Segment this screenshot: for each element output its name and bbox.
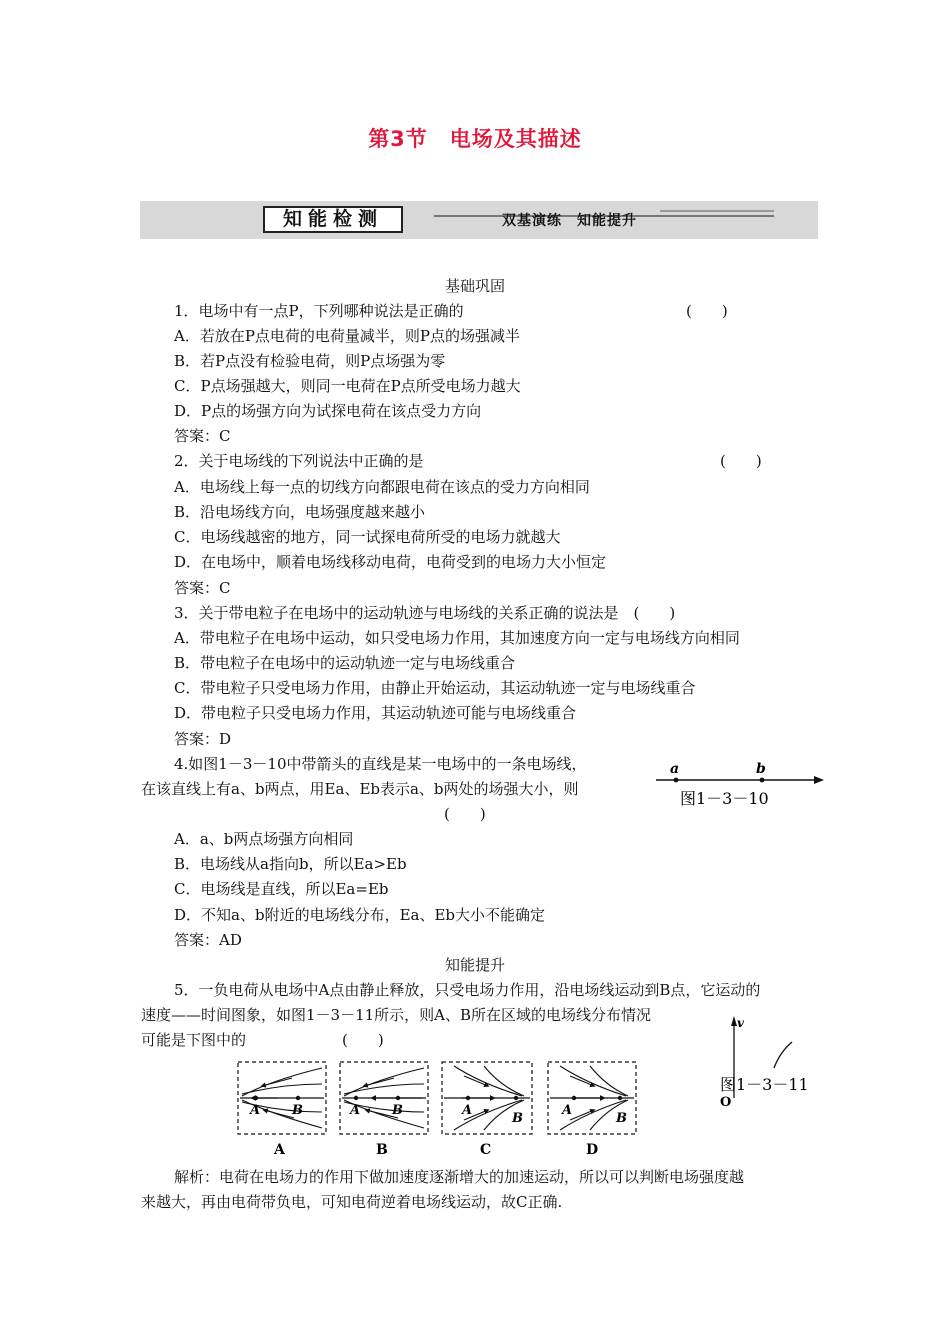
q5-stem-line1: 5．一负电荷从电场中A点由静止释放，只受电场力作用，沿电场线运动到B点，它运动的 xyxy=(174,981,761,999)
q1-option-c: C．P点场强越大，则同一电荷在P点所受电场力越大 xyxy=(174,377,521,395)
diagram-b-label: B xyxy=(376,1142,388,1158)
v-axis-label: v xyxy=(737,1016,744,1030)
figure-1-3-11-caption: 图1－3－11 xyxy=(720,1075,809,1094)
q1-option-a: A．若放在P点电荷的电荷量减半，则P点的场强减半 xyxy=(174,327,521,345)
diagram-c-point-a: A xyxy=(462,1103,473,1118)
diagram-b-point-a: A xyxy=(350,1103,361,1118)
q3-option-c: C．带电粒子只受电场力作用，由静止开始运动，其运动轨迹一定与电场线重合 xyxy=(174,679,696,697)
section-banner xyxy=(140,201,818,239)
q2-option-b: B．沿电场线方向，电场强度越来越小 xyxy=(174,503,426,521)
q2-stem: 2．关于电场线的下列说法中正确的是 xyxy=(174,452,424,470)
q2-option-d: D．在电场中，顺着电场线移动电荷，电荷受到的电场力大小恒定 xyxy=(174,553,607,571)
diagram-c-point-b: B xyxy=(512,1111,523,1126)
diagram-a-label: A xyxy=(274,1142,285,1158)
diagram-a-point-a: A xyxy=(250,1103,261,1118)
banner-right-label: 双基演练 知能提升 xyxy=(502,213,637,229)
q2-option-c: C．电场线越密的地方，同一试探电荷所受的电场力就越大 xyxy=(174,528,561,546)
q3-option-d: D．带电粒子只受电场力作用，其运动轨迹可能与电场线重合 xyxy=(174,704,577,722)
q1-option-b: B．若P点没有检验电荷，则P点场强为零 xyxy=(174,352,446,370)
point-a-dot xyxy=(674,778,679,783)
q4-option-a: A．a、b两点场强方向相同 xyxy=(174,830,354,848)
q2-blank: ( ) xyxy=(720,452,762,470)
q3-answer: 答案：D xyxy=(174,730,232,748)
analysis-line1: 解析：电荷在电场力的作用下做加速度逐渐增大的加速运动，所以可以判断电场强度越 xyxy=(174,1168,745,1186)
q1-blank: ( ) xyxy=(686,302,728,320)
q3-stem: 3．关于带电粒子在电场中的运动轨迹与电场线的关系正确的说法是 ( ) xyxy=(174,604,676,622)
section-heading-advanced: 知能提升 xyxy=(444,956,505,974)
diagram-a xyxy=(238,1062,326,1158)
origin-label: O xyxy=(720,1095,732,1110)
q1-option-d: D．P点的场强方向为试探电荷在该点受力方向 xyxy=(174,402,482,420)
q4-option-c: C．电场线是直线，所以Ea=Eb xyxy=(174,880,389,898)
q4-blank: ( ) xyxy=(444,805,486,823)
diagram-c xyxy=(442,1062,532,1158)
q5-blank: ( ) xyxy=(342,1031,384,1049)
q3-option-a: A．带电粒子在电场中运动，如只受电场力作用，其加速度方向一定与电场线方向相同 xyxy=(174,629,740,647)
q5-stem-line2: 速度——时间图象，如图1－3－11所示，则A、B所在区域的电场线分布情况 xyxy=(141,1006,652,1024)
field-line-arrowhead xyxy=(814,776,824,784)
q1-answer: 答案：C xyxy=(174,427,231,445)
figure-1-3-10 xyxy=(652,756,832,812)
page-title: 第3节 电场及其描述 xyxy=(368,127,582,151)
diagram-d-point-b: B xyxy=(616,1111,627,1126)
q2-answer: 答案：C xyxy=(174,579,231,597)
q4-answer: 答案：AD xyxy=(174,931,242,949)
point-b-label: b xyxy=(756,761,766,777)
diagram-c-label: C xyxy=(480,1142,492,1158)
diagram-b-point-b: B xyxy=(392,1103,403,1118)
banner-left-label: 知能检测 xyxy=(263,206,403,233)
q4-option-b: B．电场线从a指向b，所以Ea>Eb xyxy=(174,855,407,873)
banner-rule-2 xyxy=(660,210,774,212)
diagram-d-point-a: A xyxy=(562,1103,573,1118)
q4-stem-line2: 在该直线上有a、b两点，用Ea、Eb表示a、b两处的场强大小，则 xyxy=(141,780,579,798)
point-b-dot xyxy=(760,778,765,783)
section-heading-basic: 基础巩固 xyxy=(444,277,505,295)
analysis-line2: 来越大，再由电荷带负电，可知电荷逆着电场线运动，故C正确. xyxy=(141,1193,563,1211)
q5-stem-line3: 可能是下图中的 xyxy=(141,1031,247,1049)
diagram-d-label: D xyxy=(586,1142,599,1158)
q4-stem-line1: 4.如图1－3－10中带箭头的直线是某一电场中的一条电场线， xyxy=(174,755,587,773)
q2-option-a: A．电场线上每一点的切线方向都跟电荷在该点的受力方向相同 xyxy=(174,478,590,496)
q1-stem: 1．电场中有一点P，下列哪种说法是正确的 xyxy=(174,302,464,320)
diagram-a-point-b: B xyxy=(292,1103,303,1118)
q4-option-d: D．不知a、b附近的电场线分布，Ea、Eb大小不能确定 xyxy=(174,906,546,924)
q5-option-diagrams xyxy=(232,1058,640,1160)
point-a-label: a xyxy=(670,761,680,777)
vt-curve xyxy=(774,1042,792,1068)
figure-1-3-11 xyxy=(712,1010,822,1110)
diagram-d xyxy=(548,1062,636,1158)
q3-option-b: B．带电粒子在电场中的运动轨迹一定与电场线重合 xyxy=(174,654,516,672)
figure-1-3-10-caption: 图1－3－10 xyxy=(680,789,769,808)
diagram-b xyxy=(340,1062,428,1158)
